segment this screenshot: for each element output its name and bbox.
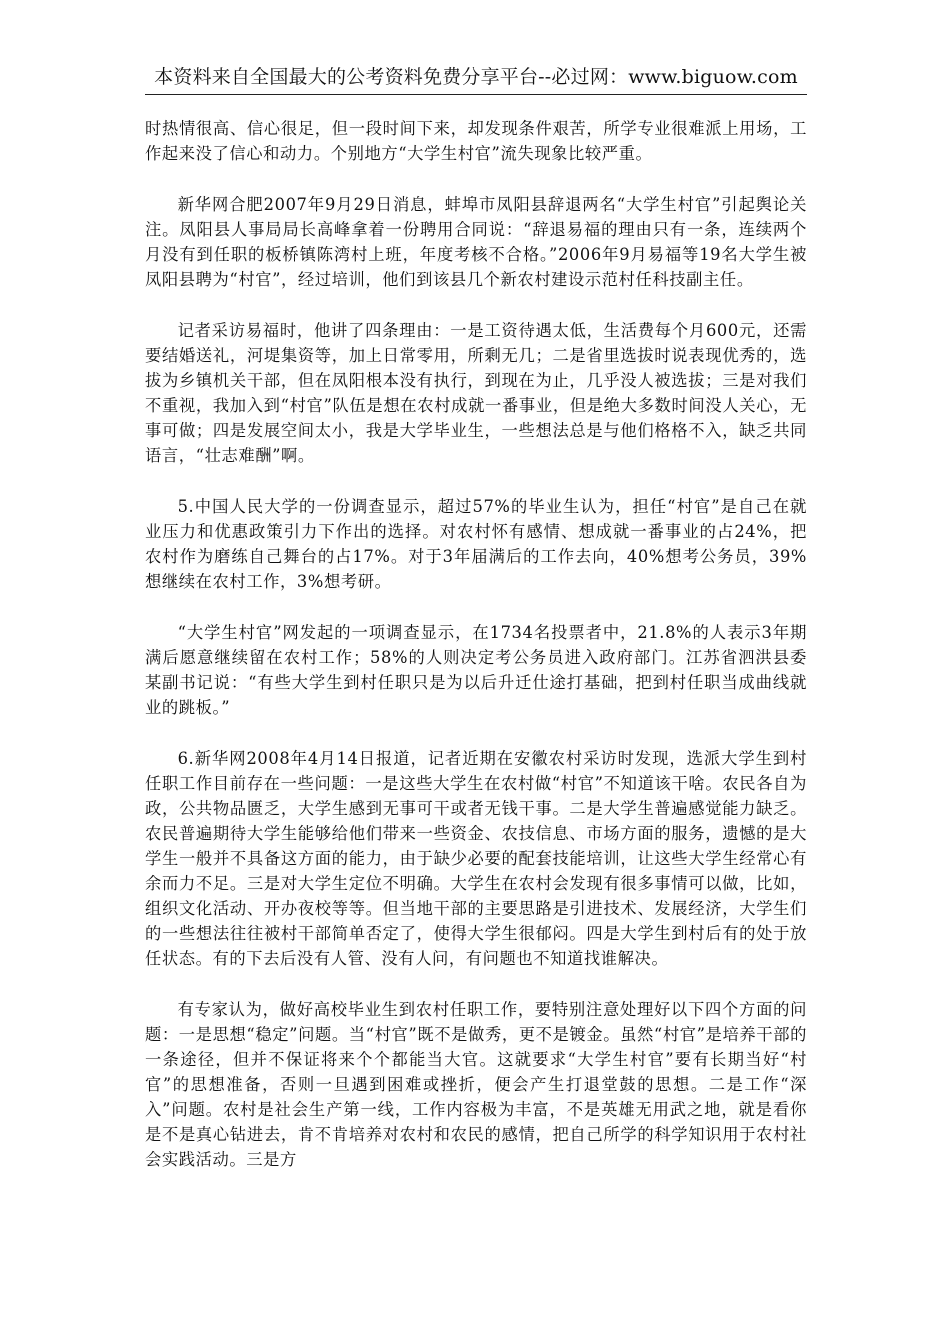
page-header: 本资料来自全国最大的公考资料免费分享平台--必过网：www.biguow.com [145,62,807,95]
paragraph-fengyang-dismissal: 新华网合肥2007年9月29日消息，蚌埠市凤阳县辞退两名“大学生村官”引起舆论关注。凤阳县人事局局长高峰拿着一份聘用合同说：“辞退易福的理由只有一条，连续两个月没有到任职的板桥镇陈湾村上班，年度考核不合格。”2006年9月易福等19名大学生被凤阳县聘为“村官”，经过培训，他们到该县几个新农村建设示范村任科技副主任。 [145,195,807,289]
paragraph-continued: 时热情很高、信心很足，但一段时间下来，却发现条件艰苦，所学专业很难派上用场，工作起来没了信心和动力。个别地方“大学生村官”流失现象比较严重。 [145,119,807,163]
document-body [145,116,807,1172]
paragraph-yifu-reasons: 记者采访易福时，他讲了四条理由：一是工资待遇太低，生活费每个月600元，还需要结婚送礼，河堤集资等，加上日常零用，所剩无几；二是省里选拔时说表现优秀的，选拔为乡镇机关干部，但在凤阳根本没有执行，到现在为止，几乎没人被选拔；三是对我们不重视，我加入到“村官”队伍是想在农村成就一番事业，但是绝大多数时间没人关心，无事可做；四是发展空间太小，我是大学毕业生，一些想法总是与他们格格不入，缺乏共同语言，“壮志难酬”啊。 [145,321,807,465]
paragraph-expert-opinion: 有专家认为，做好高校毕业生到农村任职工作，要特别注意处理好以下四个方面的问题：一是思想“稳定”问题。当“村官”既不是做秀，更不是镀金。虽然“村官”是培养干部的一条途径，但并不保证将来个个都能当大官。这就要求“大学生村官”要有长期当好“村官”的思想准备，否则一旦遇到困难或挫折，便会产生打退堂鼓的思想。二是工作“深入”问题。农村是社会生产第一线，工作内容极为丰富，不是英雄无用武之地，就是看你是不是真心钻进去，肯不肯培养对农村和农民的感情，把自己所学的科学知识用于农村社会实践活动。三是方 [145,1000,807,1169]
paragraph-xinhua-report: 6.新华网2008年4月14日报道，记者近期在安徽农村采访时发现，选派大学生到村任职工作目前存在一些问题：一是这些大学生在农村做“村官”不知道该干啥。农民各自为政，公共物品匮乏，大学生感到无事可干或者无钱干事。二是大学生普遍感觉能力缺乏。农民普遍期待大学生能够给他们带来一些资金、农技信息、市场方面的服务，遗憾的是大学生一般并不具备这方面的能力，由于缺少必要的配套技能培训，让这些大学生经常心有余而力不足。三是对大学生定位不明确。大学生在农村会发现有很多事情可以做，比如，组织文化活动、开办夜校等等。但当地干部的主要思路是引进技术、发展经济，大学生们的一些想法往往被村干部简单否定了，使得大学生很郁闷。四是大学生到村后有的处于放任状态。有的下去后没有人管、没有人问，有问题也不知道找谁解决。 [145,749,807,968]
paragraph-online-survey: “大学生村官”网发起的一项调查显示，在1734名投票者中，21.8%的人表示3年期满后愿意继续留在农村工作；58%的人则决定考公务员进入政府部门。江苏省泗洪县委某副书记说：“有些大学生到村任职只是为以后升迁仕途打基础，把到村任职当成曲线就业的跳板。” [145,623,807,717]
paragraph-renmin-survey: 5.中国人民大学的一份调查显示，超过57%的毕业生认为，担任“村官”是自己在就业压力和优惠政策引力下作出的选择。对农村怀有感情、想成就一番事业的占24%，把农村作为磨练自己舞台的占17%。对于3年届满后的工作去向，40%想考公务员，39%想继续在农村工作，3%想考研。 [145,497,807,591]
